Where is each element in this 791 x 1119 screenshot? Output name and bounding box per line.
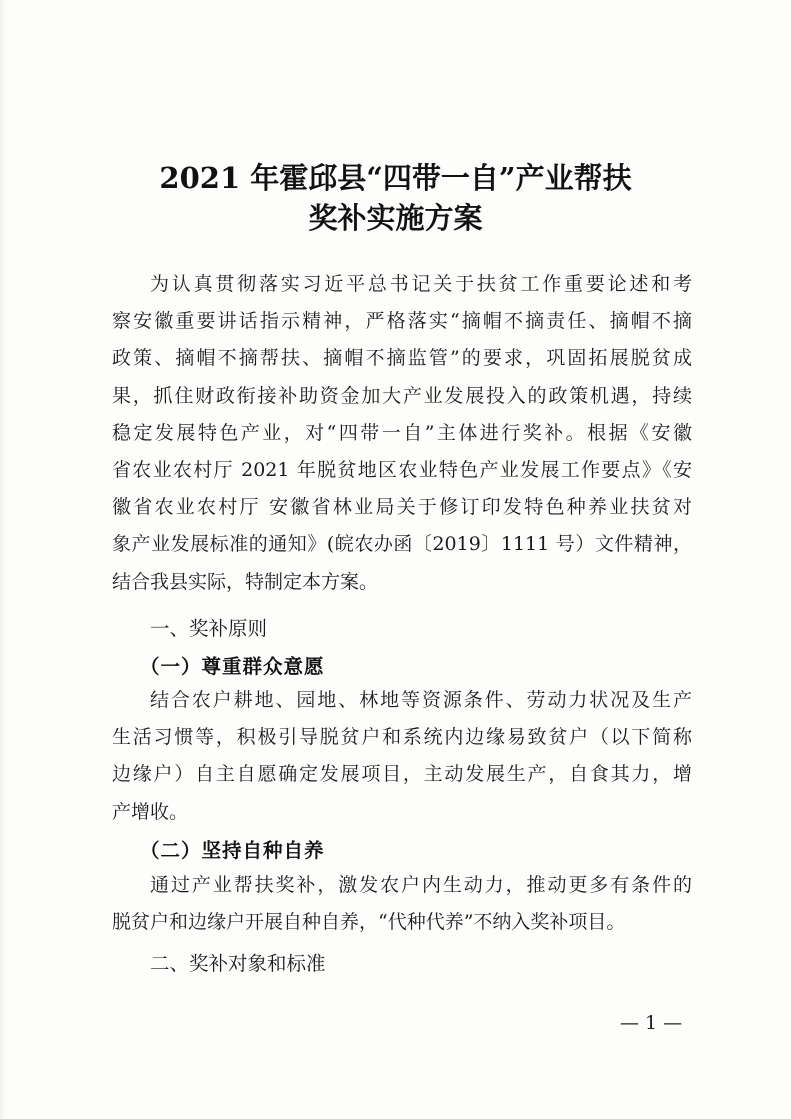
subsection-heading-1: （一）尊重群众意愿 <box>140 655 325 678</box>
subsection1-paragraph <box>112 682 692 831</box>
intro-line: 为认真贯彻落实习近平总书记关于扶贫工作重要论述和考 <box>150 273 692 295</box>
subsection2-line: 脱贫户和边缘户开展自种自养，“代种代养”不纳入奖补项目。 <box>112 911 626 934</box>
document-title-line1: 2021 年霍邱县“四带一自”产业帮扶 <box>159 161 632 195</box>
page-number: — 1 — <box>620 1012 683 1034</box>
subsection2-paragraph <box>112 867 692 941</box>
section-heading-2: 二、奖补对象和标准 <box>150 952 326 975</box>
subsection1-line: 生活习惯等，积极引导脱贫户和系统内边缘易致贫户（以下简称 <box>112 726 692 749</box>
intro-line: 省农业农村厅 2021 年脱贫地区农业特色产业发展工作要点》《安 <box>112 458 692 481</box>
intro-line: 结合我县实际，特制定本方案。 <box>112 570 379 593</box>
intro-line: 果，抓住财政衔接补助资金加大产业发展投入的政策机遇，持续 <box>112 384 692 407</box>
intro-line: 徽省农业农村厅 安徽省林业局关于修订印发特色种养业扶贫对 <box>112 496 692 519</box>
subsection1-line: 产增收。 <box>112 800 189 823</box>
subsection1-line: 边缘户）自主自愿确定发展项目，主动发展生产，自食其力，增 <box>112 763 692 786</box>
subsection1-line: 结合农户耕地、园地、林地等资源条件、劳动力状况及生产 <box>150 689 692 711</box>
intro-paragraph <box>112 266 692 601</box>
intro-line: 象产业发展标准的通知》(皖农办函〔2019〕1111 号）文件精神， <box>112 533 692 556</box>
intro-line: 稳定发展特色产业，对“四带一自”主体进行奖补。根据《安徽 <box>112 421 692 444</box>
intro-line: 政策、摘帽不摘帮扶、摘帽不摘监管”的要求，巩固拓展脱贫成 <box>112 347 692 370</box>
subsection2-line: 通过产业帮扶奖补，激发农户内生动力，推动更多有条件的 <box>150 874 692 896</box>
section-heading-1: 一、奖补原则 <box>150 617 268 640</box>
document-title-line2: 奖补实施方案 <box>308 201 483 235</box>
subsection-heading-2: （二）坚持自种自养 <box>140 839 325 862</box>
intro-line: 察安徽重要讲话指示精神，严格落实“摘帽不摘责任、摘帽不摘 <box>112 310 692 333</box>
